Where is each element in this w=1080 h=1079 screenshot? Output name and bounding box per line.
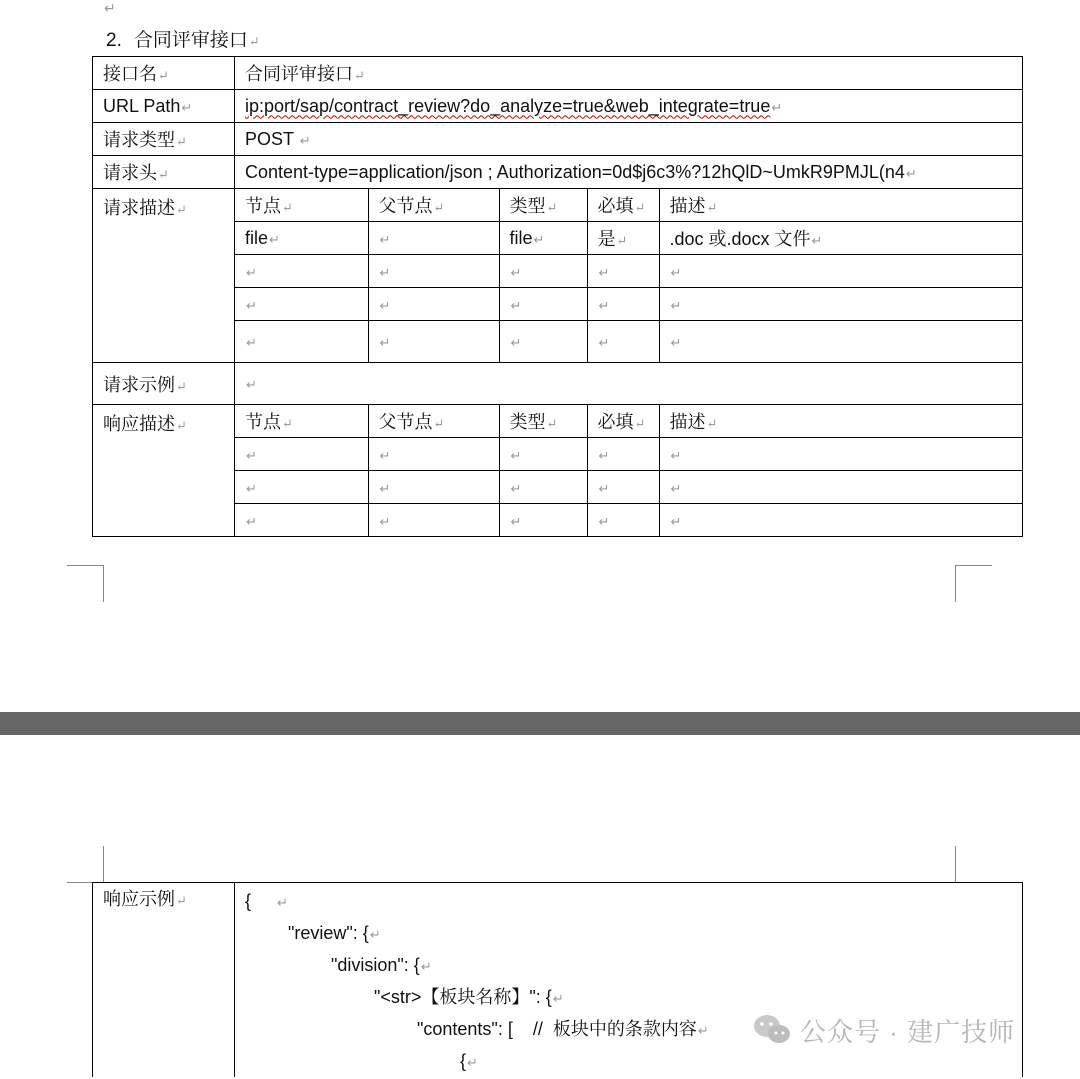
code-line: {↵ bbox=[460, 1051, 478, 1071]
row-request-example bbox=[93, 363, 1023, 405]
value-interface-name: 合同评审接口↵ bbox=[235, 57, 1023, 90]
cell: ↵ bbox=[499, 504, 587, 537]
table-row bbox=[235, 504, 1022, 537]
value-url-path: ip:port/sap/contract_review?do_analyze=true&web_integrate=true↵ bbox=[235, 90, 1023, 123]
page-corner-mark bbox=[955, 846, 992, 883]
row-request-description bbox=[93, 189, 1023, 363]
cell: ↵ bbox=[659, 504, 1022, 537]
cell: ↵ bbox=[368, 288, 499, 321]
cell: ↵ bbox=[587, 321, 659, 363]
page-corner-mark bbox=[67, 565, 104, 602]
request-fields-header bbox=[235, 189, 1022, 222]
cell: ↵ bbox=[368, 504, 499, 537]
watermark bbox=[752, 1010, 1015, 1050]
code-line: "division": {↵ bbox=[331, 955, 432, 975]
cell: ↵ bbox=[235, 504, 368, 537]
cell: 是↵ bbox=[587, 222, 659, 255]
cell: file↵ bbox=[499, 222, 587, 255]
section-heading bbox=[106, 26, 260, 57]
code-line: "contents": [ // 板块中的条款内容↵ bbox=[417, 1019, 709, 1039]
cell: ↵ bbox=[659, 255, 1022, 288]
col-header-parent-node: 父节点↵ bbox=[368, 189, 499, 222]
table-row bbox=[235, 222, 1022, 255]
row-request-method bbox=[93, 123, 1023, 156]
page-break-gap bbox=[0, 712, 1080, 735]
code-line: { ↵ bbox=[245, 891, 288, 911]
watermark-text: 公众号 · 建广技师 bbox=[800, 1016, 1016, 1047]
value-request-method: POST ↵ bbox=[235, 123, 1023, 156]
cell: ↵ bbox=[499, 288, 587, 321]
label-response-description: 响应描述↵ bbox=[93, 405, 235, 537]
cell: ↵ bbox=[659, 288, 1022, 321]
api-spec-table bbox=[92, 56, 1023, 537]
col-header-parent-node: 父节点↵ bbox=[368, 405, 499, 438]
cell: ↵ bbox=[499, 255, 587, 288]
col-header-node: 节点↵ bbox=[235, 189, 368, 222]
cell: ↵ bbox=[587, 255, 659, 288]
request-fields-table bbox=[235, 189, 1022, 362]
cell: ↵ bbox=[587, 438, 659, 471]
col-header-type: 类型↵ bbox=[499, 189, 587, 222]
paragraph-mark-icon: ↵ bbox=[248, 35, 260, 50]
empty-paragraph-mark: ↵ bbox=[104, 0, 116, 16]
cell: ↵ bbox=[235, 471, 368, 504]
cell: ↵ bbox=[587, 471, 659, 504]
table-row bbox=[235, 255, 1022, 288]
cell: ↵ bbox=[235, 321, 368, 363]
col-header-required: 必填↵ bbox=[587, 189, 659, 222]
label-request-header: 请求头↵ bbox=[93, 156, 235, 189]
label-request-example: 请求示例↵ bbox=[93, 363, 235, 405]
cell: ↵ bbox=[587, 504, 659, 537]
col-header-node: 节点↵ bbox=[235, 405, 368, 438]
row-interface-name bbox=[93, 57, 1023, 90]
cell: ↵ bbox=[659, 438, 1022, 471]
cell: ↵ bbox=[368, 471, 499, 504]
cell: ↵ bbox=[368, 222, 499, 255]
cell: ↵ bbox=[587, 288, 659, 321]
label-interface-name: 接口名↵ bbox=[93, 57, 235, 90]
page-corner-mark bbox=[67, 846, 104, 883]
heading-number: 2. bbox=[106, 30, 122, 51]
label-request-method: 请求类型↵ bbox=[93, 123, 235, 156]
value-request-header: Content-type=application/json ; Authorization=0d$j6c3%?12hQlD~UmkR9PMJL(n4↵ bbox=[235, 156, 1023, 189]
table-row bbox=[235, 438, 1022, 471]
cell: ↵ bbox=[499, 321, 587, 363]
table-row bbox=[235, 321, 1022, 363]
cell: ↵ bbox=[368, 438, 499, 471]
table-row bbox=[235, 288, 1022, 321]
table-row bbox=[235, 471, 1022, 504]
page-corner-mark bbox=[955, 565, 992, 602]
code-line: "<str>【板块名称】": {↵ bbox=[374, 987, 564, 1007]
row-request-header bbox=[93, 156, 1023, 189]
cell: ↵ bbox=[368, 321, 499, 363]
row-response-description bbox=[93, 405, 1023, 537]
response-fields-cell bbox=[235, 405, 1023, 537]
code-line: "review": {↵ bbox=[288, 923, 381, 943]
cell: ↵ bbox=[499, 438, 587, 471]
cell: ↵ bbox=[235, 288, 368, 321]
request-fields-cell bbox=[235, 189, 1023, 363]
col-header-description: 描述↵ bbox=[659, 405, 1022, 438]
cell: ↵ bbox=[659, 321, 1022, 363]
label-response-example: 响应示例↵ bbox=[93, 883, 235, 1078]
heading-text: 合同评审接口 bbox=[133, 29, 248, 51]
col-header-description: 描述↵ bbox=[659, 189, 1022, 222]
cell: ↵ bbox=[235, 438, 368, 471]
cell: file↵ bbox=[235, 222, 368, 255]
col-header-type: 类型↵ bbox=[499, 405, 587, 438]
cell: .doc 或.docx 文件↵ bbox=[659, 222, 1022, 255]
row-url-path bbox=[93, 90, 1023, 123]
value-request-example: ↵ bbox=[235, 363, 1023, 405]
response-fields-header bbox=[235, 405, 1022, 438]
cell: ↵ bbox=[499, 471, 587, 504]
response-fields-table bbox=[235, 405, 1022, 536]
label-request-description: 请求描述↵ bbox=[93, 189, 235, 363]
cell: ↵ bbox=[659, 471, 1022, 504]
label-url-path: URL Path↵ bbox=[93, 90, 235, 123]
cell: ↵ bbox=[235, 255, 368, 288]
col-header-required: 必填↵ bbox=[587, 405, 659, 438]
wechat-icon bbox=[752, 1013, 792, 1047]
cell: ↵ bbox=[368, 255, 499, 288]
